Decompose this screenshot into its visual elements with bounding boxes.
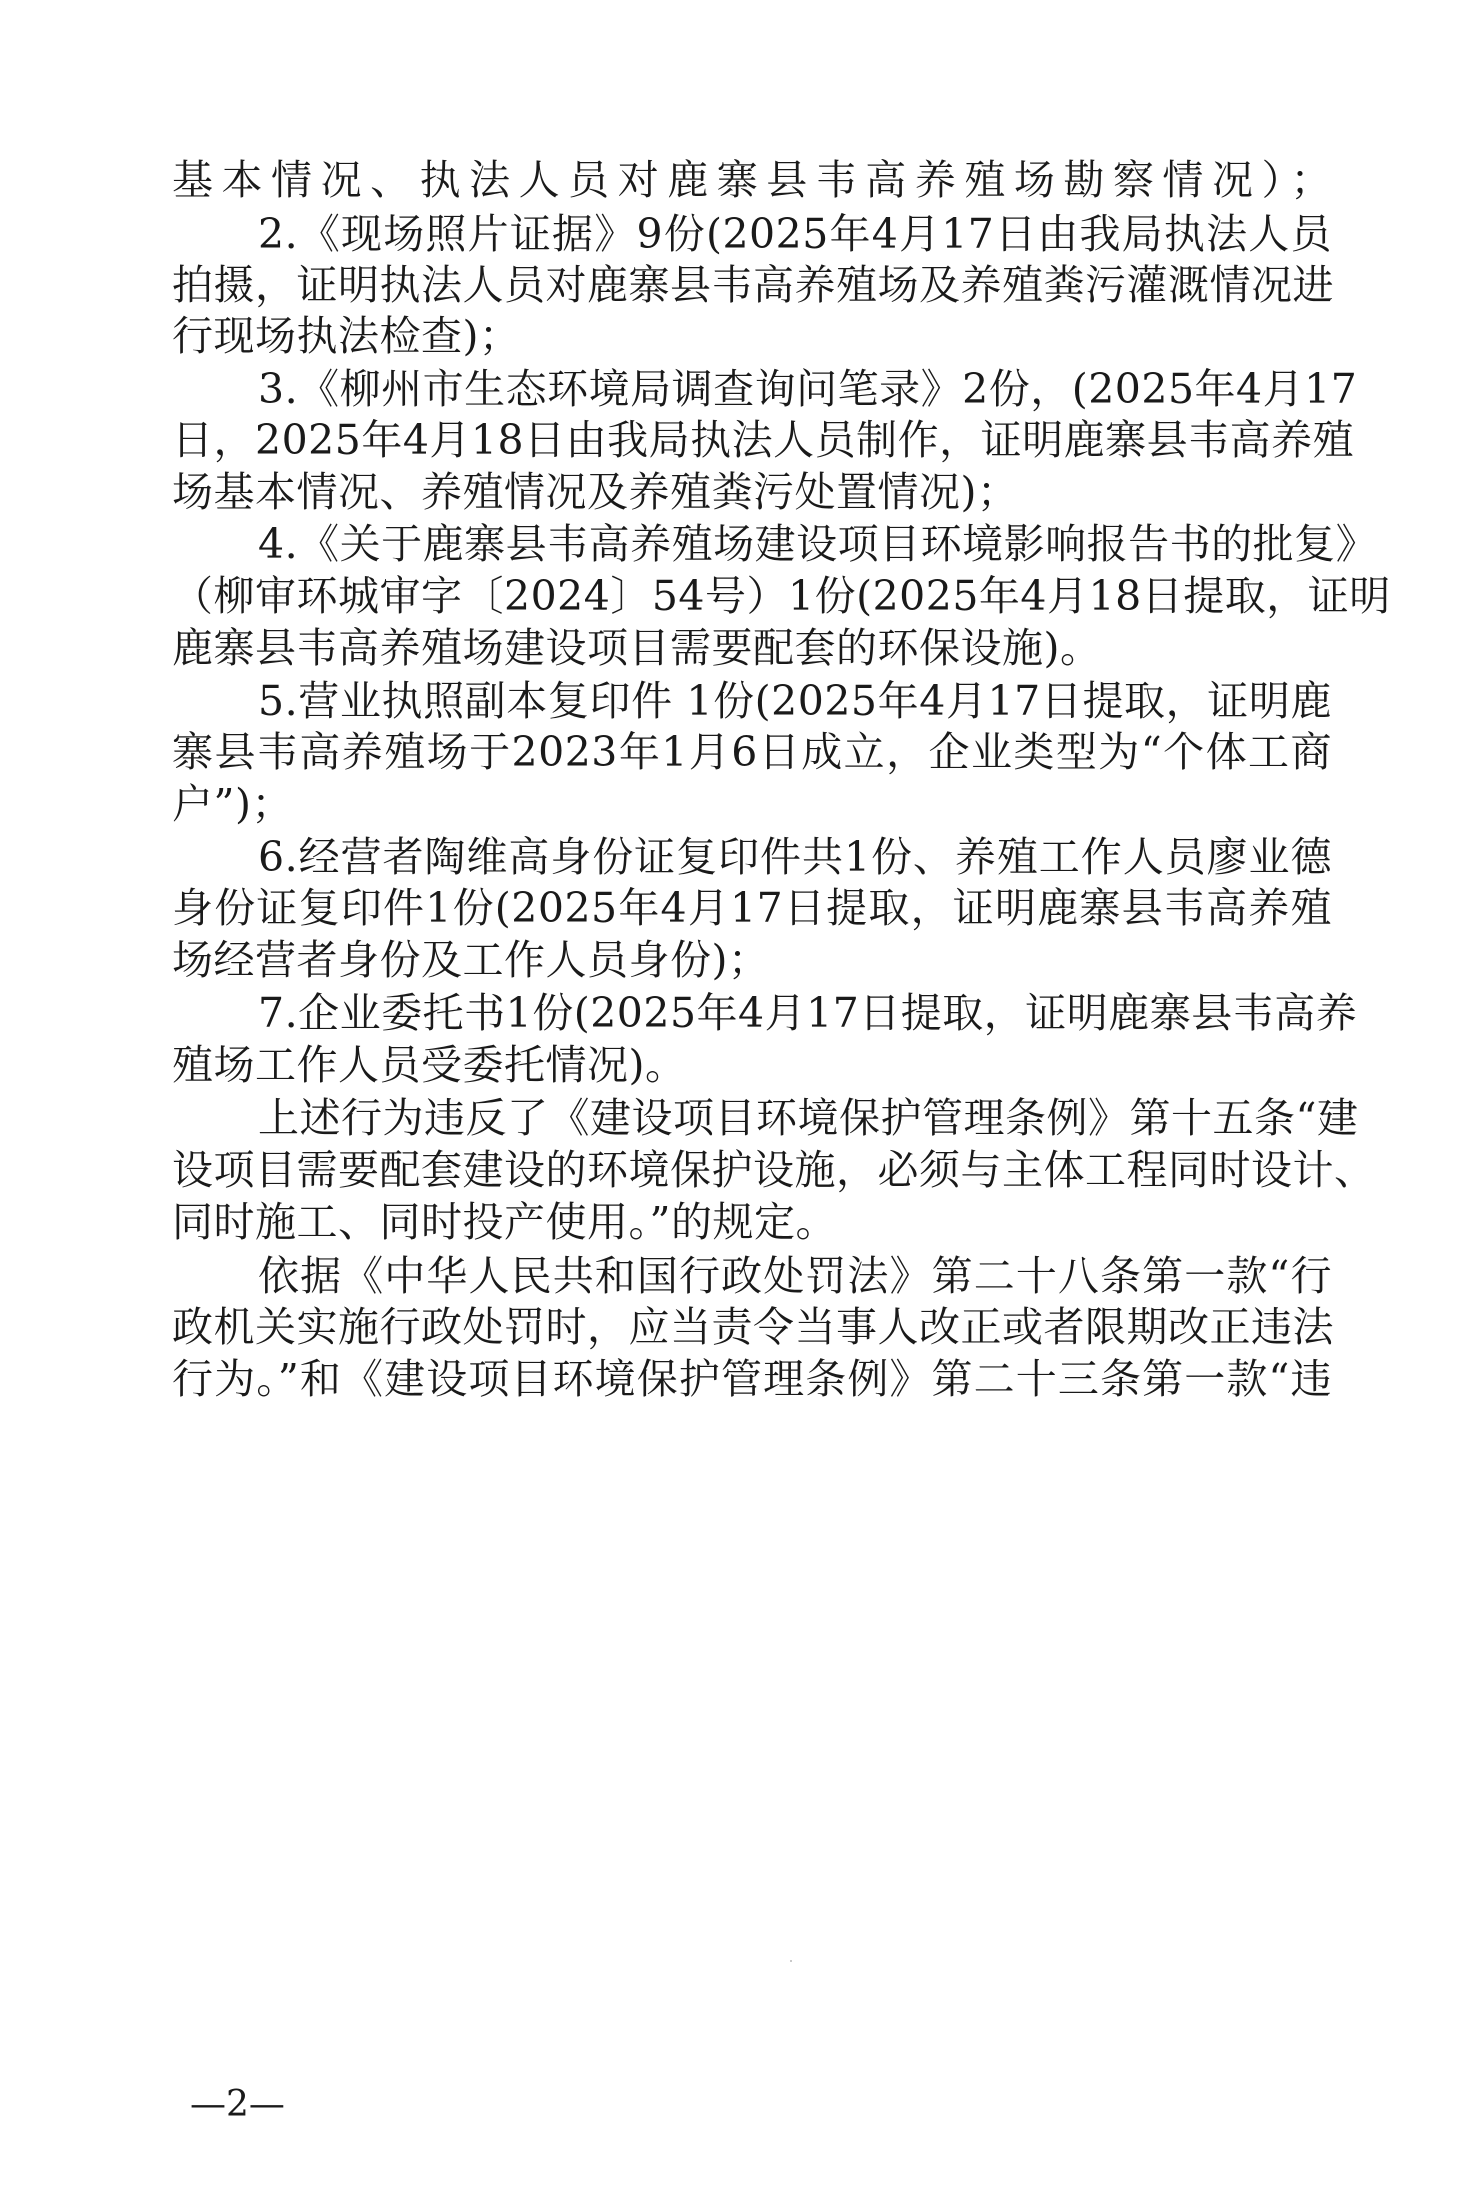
text-line: 政机关实施行政处罚时，应当责令当事人改正或者限期改正违法 — [172, 1303, 1334, 1351]
text-line: 上述行为违反了《建设项目环境保护管理条例》第十五条“建 — [258, 1094, 1359, 1142]
text-line: 7.企业委托书1份(2025年4月17日提取，证明鹿寨县韦高养 — [258, 989, 1358, 1037]
text-line: 依据《中华人民共和国行政处罚法》第二十八条第一款“行 — [258, 1252, 1332, 1300]
text-line: （柳审环城审字〔2024〕54号）1份(2025年4月18日提取，证明 — [172, 572, 1391, 620]
text-line: 设项目需要配套建设的环境保护设施，必须与主体工程同时设计、 — [172, 1146, 1376, 1194]
text-line: 户”)； — [172, 780, 293, 828]
text-line: 场基本情况、养殖情况及养殖粪污处置情况)； — [172, 468, 1019, 516]
text-line: 6.经营者陶维高身份证复印件共1份、养殖工作人员廖业德 — [258, 833, 1332, 881]
text-line: 行现场执法检查)； — [172, 312, 521, 360]
text-line: 日，2025年4月18日由我局执法人员制作，证明鹿寨县韦高养殖 — [172, 416, 1355, 464]
page-number: —2— — [190, 2084, 285, 2125]
text-line: 鹿寨县韦高养殖场建设项目需要配套的环保设施)。 — [172, 624, 1102, 672]
scan-speck — [790, 1960, 792, 1962]
text-line: 基本情况、执法人员对鹿寨县韦高养殖场勘察情况）； — [172, 156, 1332, 204]
text-line: 拍摄，证明执法人员对鹿寨县韦高养殖场及养殖粪污灌溉情况进 — [172, 261, 1334, 309]
text-line: 殖场工作人员受委托情况)。 — [172, 1041, 687, 1089]
text-line: 场经营者身份及工作人员身份)； — [172, 936, 770, 984]
text-line: 寨县韦高养殖场于2023年1月6日成立，企业类型为“个体工商 — [172, 728, 1332, 776]
text-line: 5.营业执照副本复印件 1份(2025年4月17日提取，证明鹿 — [258, 677, 1332, 725]
text-line: 身份证复印件1份(2025年4月17日提取，证明鹿寨县韦高养殖 — [172, 884, 1332, 932]
text-line: 4.《关于鹿寨县韦高养殖场建设项目环境影响报告书的批复》 — [258, 520, 1378, 568]
text-line: 3.《柳州市生态环境局调查询问笔录》2份，(2025年4月17 — [258, 365, 1358, 413]
text-line: 行为。”和《建设项目环境保护管理条例》第二十三条第一款“违 — [172, 1355, 1332, 1403]
text-line: 2.《现场照片证据》9份(2025年4月17日由我局执法人员 — [258, 210, 1332, 258]
text-line: 同时施工、同时投产使用。”的规定。 — [172, 1198, 837, 1246]
